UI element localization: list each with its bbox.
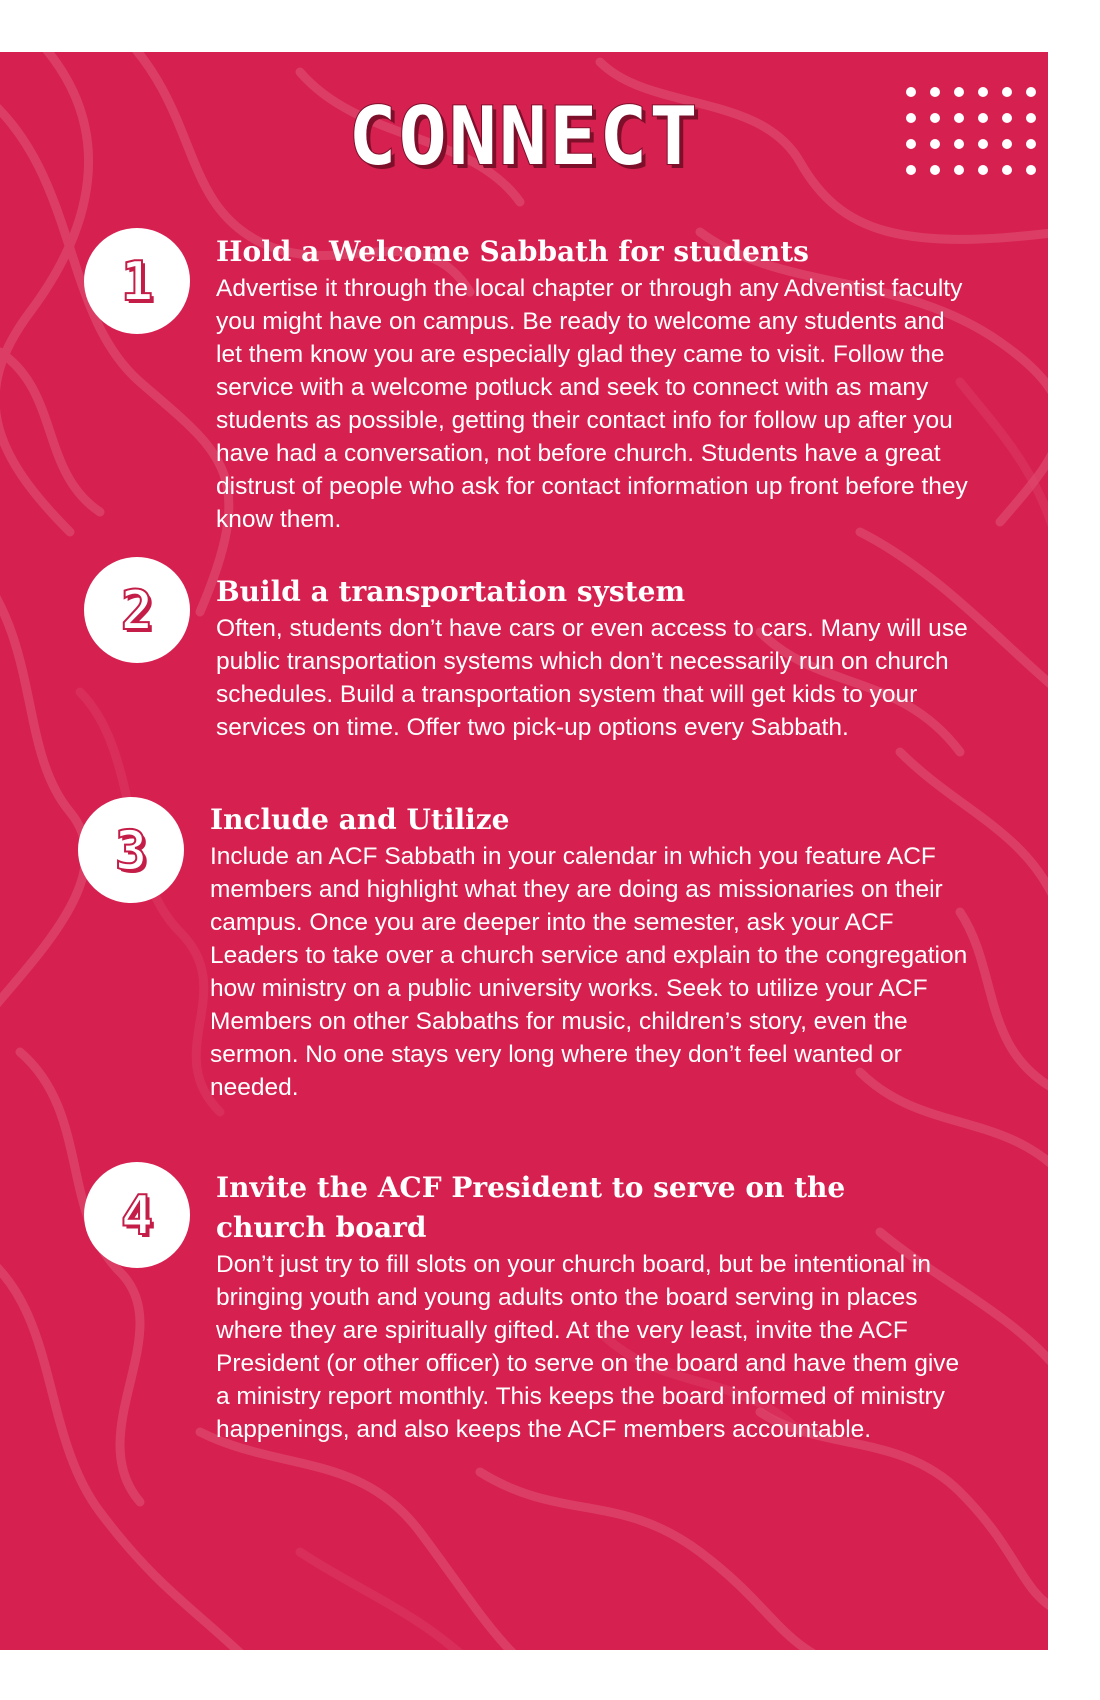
connect-panel [0,52,1048,1650]
step-number-badge: 3 [78,797,184,903]
step-body: Often, students don’t have cars or even access to cars. Many will use public transportation systems which don’t necessarily run on church schedules. Build a transportation system that will get kids to your services on time. Offer two pick-up options every Sabbath. [216,615,968,741]
step-heading: Build a transportation system [216,575,686,608]
step-heading: Include and Utilize [210,803,510,836]
step-heading: Invite the ACF President to serve on the church board [216,1171,846,1244]
page-title: CONNECT [348,90,700,183]
step-heading: Hold a Welcome Sabbath for students [216,235,809,268]
step-body: Include an ACF Sabbath in your calendar in which you feature ACF members and highlight what they are doing as missionaries on their campus. Once you are deeper into the semester, ask your ACF Leaders to take over a church service and explain to the congregation how ministry on a public university works. Seek to utilize your ACF Members on other Sabbaths for music, children’s story, even the sermon. No one stays very long where they don’t feel wanted or needed. [210,843,968,1101]
step-body: Don’t just try to fill slots on your church board, but be intentional in bringing youth and young adults onto the board serving in places where they are spiritually gifted. At the very least, invite the ACF President (or other officer) to serve on the board and have them give a ministry report monthly. This keeps the board informed of ministry happenings, and also keeps the ACF members accountable. [216,1251,960,1443]
step-number-badge: 4 [84,1162,190,1268]
step-body: Advertise it through the local chapter or through any Adventist faculty you might have on campus. Be ready to welcome any students and let them know you are especially glad they came to visit. Follow the service with a welcome potluck and seek to connect with as many students as possible, getting their contact info for follow up after you have had a conversation, not before church. Students have a great distrust of people who ask for contact information up front before they know them. [216,275,968,533]
dot-grid-decoration [905,86,1048,178]
step-number-badge: 1 [84,228,190,334]
step-number-badge: 2 [84,557,190,663]
